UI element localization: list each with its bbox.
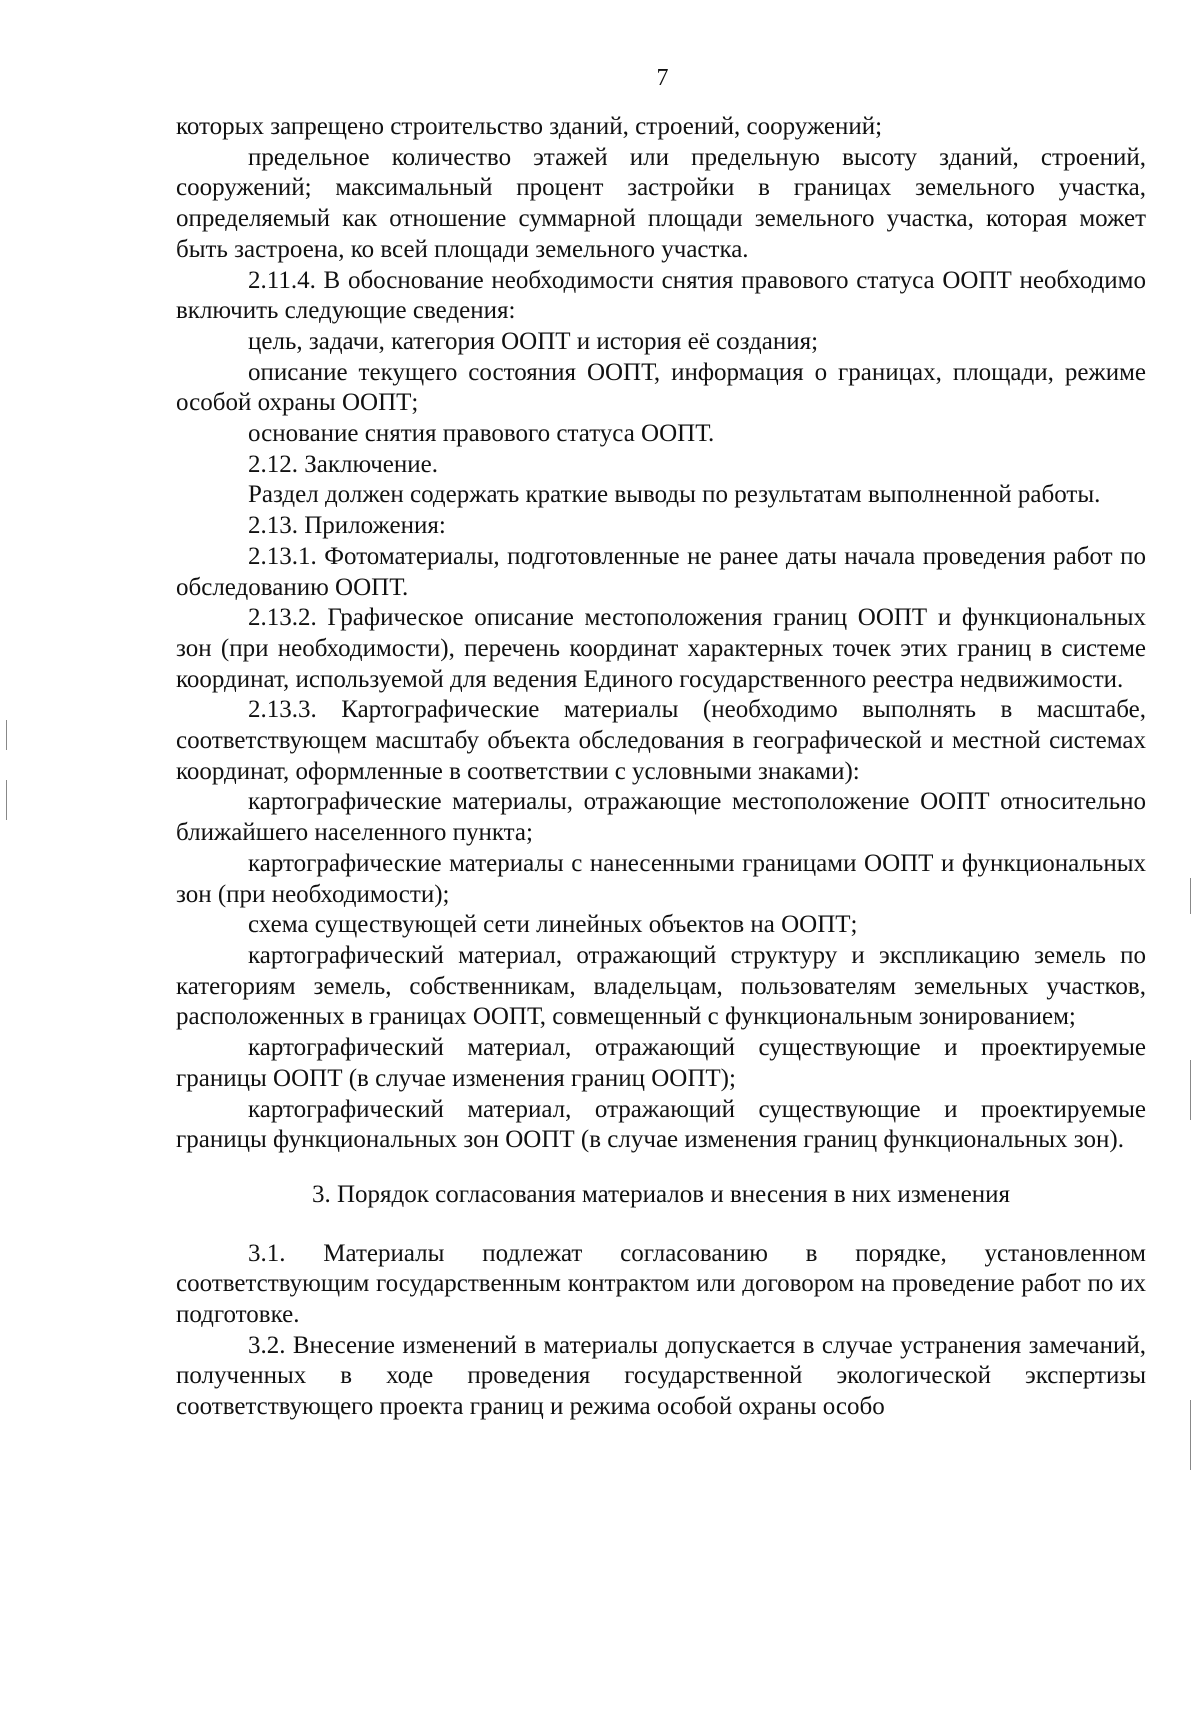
paragraph: цель, задачи, категория ООПТ и история её создания; bbox=[248, 327, 819, 355]
paragraph: которых запрещено строительство зданий, строений, сооружений; bbox=[176, 113, 883, 140]
paragraph: 2.13.1. Фотоматериалы, подготовленные не ранее даты начала проведения работ по обследованию ООПТ. bbox=[176, 542, 1146, 601]
paragraph: Раздел должен содержать краткие выводы по результатам выполненной работы. bbox=[248, 481, 1101, 509]
page-number: 7 bbox=[656, 65, 669, 91]
section-heading: 3. Порядок согласования материалов и внесения в них изменения bbox=[312, 1180, 1010, 1208]
paragraph: картографические материалы с нанесенными границами ООПТ и функциональных зон (при необходимости); bbox=[176, 849, 1146, 908]
paragraph: картографический материал, отражающий существующие и проектируемые границы ООПТ (в случае изменения границ ООПТ); bbox=[176, 1034, 1146, 1092]
paragraph: 2.13.3. Картографические материалы (необходимо выполнять в масштабе, соответствующем масштабу объекта обследования в географической и местной системах координат, оформленные в соответствии с условными знаками): bbox=[176, 696, 1146, 785]
document-body bbox=[176, 112, 1146, 1423]
paragraph: схема существующей сети линейных объектов на ООПТ; bbox=[248, 911, 858, 939]
paragraph: предельное количество этажей или предельную высоту зданий, строений, сооружений; максимальный процент застройки в границах земельного участка, определяемый как отношение суммарной площади земельного участка, которая может быть застроена, ко всей площади земельного участка. bbox=[176, 143, 1146, 263]
paragraph: 3.1. Материалы подлежат согласованию в порядке, установленном соответствующим государственным контрактом или договором на проведение работ по их подготовке. bbox=[176, 1239, 1146, 1329]
scan-edge-mark bbox=[6, 720, 7, 750]
paragraph: картографические материалы, отражающие местоположение ООПТ относительно ближайшего населенного пункта; bbox=[176, 788, 1146, 847]
paragraph: 2.11.4. В обоснование необходимости снятия правового статуса ООПТ необходимо включить следующие сведения: bbox=[176, 266, 1146, 325]
paragraph: основание снятия правового статуса ООПТ. bbox=[248, 420, 715, 448]
scan-edge-mark bbox=[1190, 878, 1191, 914]
paragraph: 2.13. Приложения: bbox=[248, 512, 446, 540]
paragraph: картографический материал, отражающий существующие и проектируемые границы функциональных зон ООПТ (в случае изменения границ функциональных зон). bbox=[176, 1095, 1146, 1154]
paragraph: описание текущего состояния ООПТ, информация о границах, площади, режиме особой охраны ООПТ; bbox=[176, 358, 1146, 417]
scan-edge-mark bbox=[1190, 1060, 1191, 1120]
paragraph: 3.2. Внесение изменений в материалы допускается в случае устранения замечаний, полученных в ходе проведения государственной экологической экспертизы соответствующего проекта границ и режима особой охраны особо bbox=[176, 1331, 1146, 1421]
paragraph: картографический материал, отражающий структуру и экспликацию земель по категориям земель, собственникам, владельцам, пользователям земельных участков, расположенных в границах ООПТ, совмещенный с функциональным зонированием; bbox=[176, 941, 1146, 1031]
paragraph: 2.13.2. Графическое описание местоположения границ ООПТ и функциональных зон (при необходимости), перечень координат характерных точек этих границ в системе координат, используемой для ведения Единого государственного реестра недвижимости. bbox=[176, 604, 1146, 693]
scan-edge-mark bbox=[1190, 1400, 1191, 1470]
paragraph: 2.12. Заключение. bbox=[248, 450, 438, 478]
paragraphs-after-heading bbox=[176, 1239, 1146, 1423]
scan-edge-mark bbox=[6, 780, 7, 820]
paragraphs-before-heading bbox=[176, 112, 1146, 1156]
